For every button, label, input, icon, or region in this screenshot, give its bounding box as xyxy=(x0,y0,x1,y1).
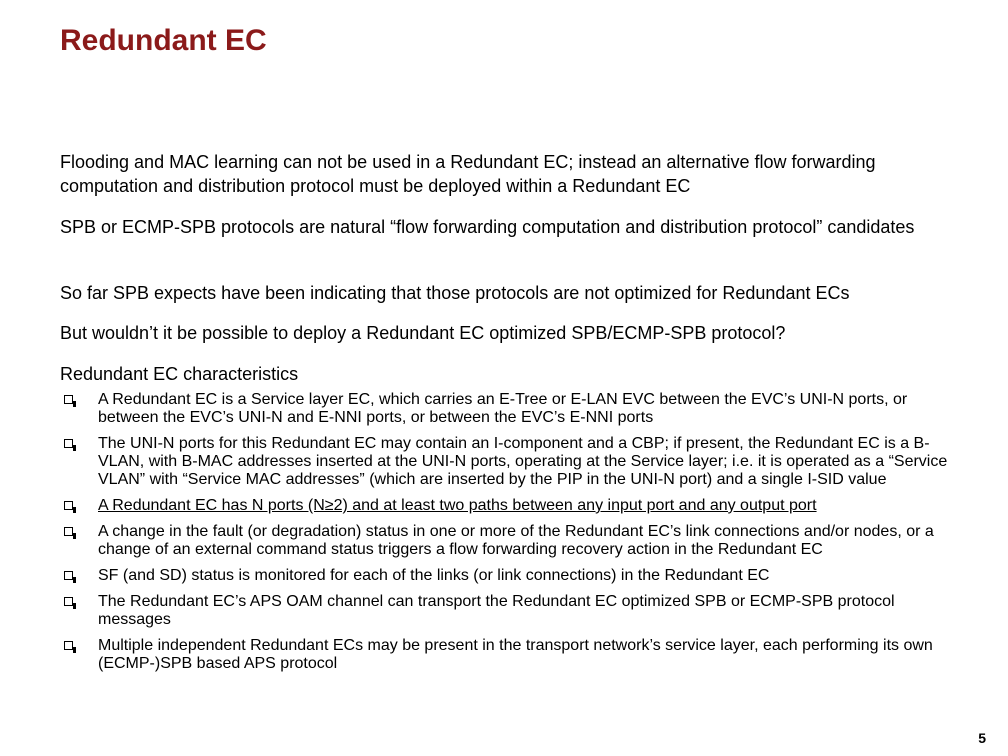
page-number: 5 xyxy=(978,730,986,746)
characteristics-list xyxy=(60,391,960,681)
list-item-text: A Redundant EC is a Service layer EC, which carries an E-Tree or E-LAN EVC between the EVC’s UNI-N ports, or between the EVC’s UNI-N and E-NNI ports, or between the EVC’s E-NNI ports xyxy=(98,391,908,426)
list-item xyxy=(60,567,960,585)
list-item-text: SF (and SD) status is monitored for each of the links (or link connections) in the Redundant EC xyxy=(98,567,770,584)
checkbox-bullet-icon xyxy=(64,641,73,650)
list-item-text: A change in the fault (or degradation) status in one or more of the Redundant EC’s link connections and/or nodes, or a change of an external command status triggers a flow forwarding recovery action in the Redundant EC xyxy=(98,523,934,558)
list-item xyxy=(60,523,960,559)
paragraph-spb-candidates: SPB or ECMP-SPB protocols are natural “flow forwarding computation and distribution protocol” candidates xyxy=(60,217,915,237)
checkbox-bullet-icon xyxy=(64,439,73,448)
checkbox-bullet-icon xyxy=(64,597,73,606)
paragraph-question: But wouldn’t it be possible to deploy a Redundant EC optimized SPB/ECMP-SPB protocol? xyxy=(60,323,786,343)
checkbox-bullet-icon xyxy=(64,501,73,510)
list-item-text: The UNI-N ports for this Redundant EC may contain an I-component and a CBP; if present, the Redundant EC is a B-VLAN, with B-MAC addresses inserted at the UNI-N ports, operating at the Service layer; i.e. it is operated as a “Service VLAN” with “Service MAC addresses” (which are inserted by the PIP in the UNI-N port) and a single I-SID value xyxy=(98,435,948,488)
list-item-text: A Redundant EC has N ports (N≥2) and at least two paths between any input port and any output port xyxy=(98,497,817,514)
list-item xyxy=(60,391,960,427)
list-item-text: The Redundant EC’s APS OAM channel can transport the Redundant EC optimized SPB or ECMP-SPB protocol messages xyxy=(98,593,895,628)
checkbox-bullet-icon xyxy=(64,571,73,580)
page-title: Redundant EC xyxy=(60,24,267,57)
paragraph-characteristics-heading: Redundant EC characteristics xyxy=(60,364,299,384)
checkbox-bullet-icon xyxy=(64,527,73,536)
list-item xyxy=(60,435,960,489)
list-item-text: Multiple independent Redundant ECs may be present in the transport network’s service layer, each performing its own (ECMP-)SPB based APS protocol xyxy=(98,637,933,672)
list-item xyxy=(60,593,960,629)
list-item xyxy=(60,497,960,515)
paragraph-spb-experts: So far SPB expects have been indicating that those protocols are not optimized for Redundant ECs xyxy=(60,283,850,303)
checkbox-bullet-icon xyxy=(64,395,73,404)
list-item xyxy=(60,637,960,673)
paragraph-flooding: Flooding and MAC learning can not be used in a Redundant EC; instead an alternative flow forwarding computation and distribution protocol must be deployed within a Redundant EC xyxy=(60,152,876,196)
